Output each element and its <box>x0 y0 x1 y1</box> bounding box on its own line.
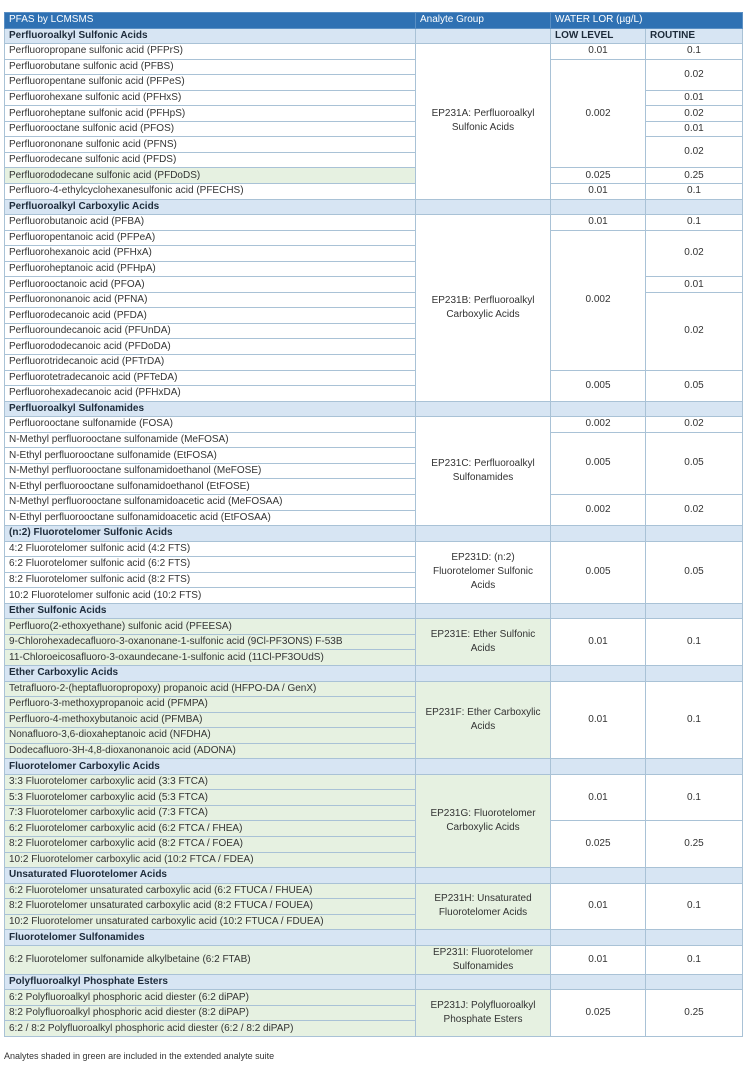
routine-value: 0.05 <box>646 370 743 401</box>
routine-value: 0.1 <box>646 774 743 821</box>
analyte-group-cell: EP231A: Perfluoroalkyl Sulfonic Acids <box>416 44 551 199</box>
analyte-name: Perfluoroheptanoic acid (PFHpA) <box>5 261 416 277</box>
analyte-name: 10:2 Fluorotelomer unsaturated carboxylic acid (10:2 FTUCA / FDUEA) <box>5 914 416 930</box>
analyte-row <box>5 432 743 448</box>
analyte-name: Perfluorononane sulfonic acid (PFNS) <box>5 137 416 153</box>
section-header-row <box>5 665 743 681</box>
analyte-name: 3:3 Fluorotelomer carboxylic acid (3:3 FTCA) <box>5 774 416 790</box>
analyte-row <box>5 59 743 75</box>
routine-value: 0.02 <box>646 106 743 122</box>
analyte-group-cell: EP231D: (n:2) Fluorotelomer Sulfonic Acids <box>416 541 551 603</box>
routine-value: 0.01 <box>646 277 743 293</box>
section-blank-cell <box>551 930 646 946</box>
section-title: Perfluoroalkyl Sulfonamides <box>5 401 416 417</box>
analyte-row <box>5 883 743 899</box>
analyte-name: Perfluoroheptane sulfonic acid (PFHpS) <box>5 106 416 122</box>
analyte-name: Perfluorodecanoic acid (PFDA) <box>5 308 416 324</box>
analyte-name: Perfluoro-4-methoxybutanoic acid (PFMBA) <box>5 712 416 728</box>
section-blank-cell <box>646 665 743 681</box>
section-blank-cell <box>551 974 646 990</box>
analyte-row <box>5 821 743 837</box>
routine-value: 0.02 <box>646 59 743 90</box>
analyte-name: N-Methyl perfluorooctane sulfonamide (MeFOSA) <box>5 432 416 448</box>
routine-value: 0.01 <box>646 121 743 137</box>
section-blank-cell <box>646 759 743 775</box>
routine-value: 0.02 <box>646 417 743 433</box>
low-level-value: 0.005 <box>551 541 646 603</box>
analyte-name: Perfluorododecane sulfonic acid (PFDoDS) <box>5 168 416 184</box>
section-blank-cell <box>646 526 743 542</box>
routine-value: 0.25 <box>646 990 743 1037</box>
section-blank-cell <box>416 665 551 681</box>
header-pfas-title: PFAS by LCMSMS <box>5 13 416 29</box>
section-blank-cell <box>416 603 551 619</box>
analyte-name: 6:2 Fluorotelomer carboxylic acid (6:2 FTCA / FHEA) <box>5 821 416 837</box>
analyte-row <box>5 990 743 1006</box>
low-level-value: 0.002 <box>551 417 646 433</box>
analyte-name: 4:2 Fluorotelomer sulfonic acid (4:2 FTS) <box>5 541 416 557</box>
section-blank-cell <box>416 401 551 417</box>
analyte-name: Perfluorobutanoic acid (PFBA) <box>5 215 416 231</box>
analyte-row <box>5 184 743 200</box>
analyte-name: Perfluorotetradecanoic acid (PFTeDA) <box>5 370 416 386</box>
analyte-name: Nonafluoro-3,6-dioxaheptanoic acid (NFDHA) <box>5 728 416 744</box>
section-blank-cell <box>416 868 551 884</box>
routine-value: 0.1 <box>646 681 743 759</box>
section-header-row <box>5 868 743 884</box>
analyte-name: 6:2 Polyfluoroalkyl phosphoric acid diester (6:2 diPAP) <box>5 990 416 1006</box>
section-header-row <box>5 759 743 775</box>
analyte-name: 8:2 Fluorotelomer sulfonic acid (8:2 FTS) <box>5 572 416 588</box>
section-blank-cell <box>416 526 551 542</box>
section-blank-cell <box>416 199 551 215</box>
section-blank-cell <box>551 868 646 884</box>
analyte-group-cell: EP231J: Polyfluoroalkyl Phosphate Esters <box>416 990 551 1037</box>
analyte-name: 8:2 Polyfluoroalkyl phosphoric acid diester (8:2 diPAP) <box>5 1005 416 1021</box>
routine-header: ROUTINE <box>646 28 743 44</box>
analyte-name: Perfluorononanoic acid (PFNA) <box>5 292 416 308</box>
section-title: Fluorotelomer Carboxylic Acids <box>5 759 416 775</box>
analyte-name: Perfluorooctanoic acid (PFOA) <box>5 277 416 293</box>
analyte-name: 6:2 / 8:2 Polyfluoroalkyl phosphoric acid diester (6:2 / 8:2 diPAP) <box>5 1021 416 1037</box>
routine-value: 0.02 <box>646 292 743 370</box>
analyte-group-cell: EP231F: Ether Carboxylic Acids <box>416 681 551 759</box>
routine-value: 0.01 <box>646 90 743 106</box>
section-title: Ether Sulfonic Acids <box>5 603 416 619</box>
section-blank-cell <box>646 603 743 619</box>
section-blank-cell <box>416 930 551 946</box>
low-level-value: 0.002 <box>551 59 646 168</box>
low-level-header: LOW LEVEL <box>551 28 646 44</box>
analyte-name: 6:2 Fluorotelomer unsaturated carboxylic acid (6:2 FTUCA / FHUEA) <box>5 883 416 899</box>
analyte-name: 6:2 Fluorotelomer sulfonic acid (6:2 FTS) <box>5 557 416 573</box>
footnote: Analytes shaded in green are included in the extended analyte suite <box>4 1051 275 1061</box>
section-blank-cell <box>646 401 743 417</box>
analyte-name: Perfluorohexane sulfonic acid (PFHxS) <box>5 90 416 106</box>
low-level-value: 0.01 <box>551 184 646 200</box>
analyte-name: Perfluorobutane sulfonic acid (PFBS) <box>5 59 416 75</box>
analyte-name: Perfluoropentane sulfonic acid (PFPeS) <box>5 75 416 91</box>
analyte-name: 11-Chloroeicosafluoro-3-oxaundecane-1-sulfonic acid (11Cl-PF3OUdS) <box>5 650 416 666</box>
section-blank-cell <box>646 974 743 990</box>
analyte-row <box>5 619 743 635</box>
analyte-name: 8:2 Fluorotelomer unsaturated carboxylic acid (8:2 FTUCA / FOUEA) <box>5 899 416 915</box>
analyte-name: Perfluoro-3-methoxypropanoic acid (PFMPA) <box>5 697 416 713</box>
low-level-value: 0.01 <box>551 215 646 231</box>
section-title: Ether Carboxylic Acids <box>5 665 416 681</box>
analyte-name: N-Ethyl perfluorooctane sulfonamidoethanol (EtFOSE) <box>5 479 416 495</box>
analyte-name: N-Methyl perfluorooctane sulfonamidoethanol (MeFOSE) <box>5 463 416 479</box>
analyte-row <box>5 230 743 246</box>
analyte-name: Tetrafluoro-2-(heptafluoropropoxy) propanoic acid (HFPO-DA / GenX) <box>5 681 416 697</box>
analyte-name: Perfluorohexanoic acid (PFHxA) <box>5 246 416 262</box>
routine-value: 0.1 <box>646 619 743 666</box>
analyte-row <box>5 417 743 433</box>
section-blank-cell <box>551 199 646 215</box>
section-header-row <box>5 974 743 990</box>
routine-value: 0.1 <box>646 945 743 974</box>
low-level-value: 0.005 <box>551 432 646 494</box>
routine-value: 0.02 <box>646 230 743 277</box>
analyte-row <box>5 681 743 697</box>
analyte-name: 9-Chlorohexadecafluoro-3-oxanonane-1-sulfonic acid (9Cl-PF3ONS) F-53B <box>5 634 416 650</box>
low-level-value: 0.01 <box>551 44 646 60</box>
section-blank-cell <box>416 974 551 990</box>
analyte-name: Perfluoropropane sulfonic acid (PFPrS) <box>5 44 416 60</box>
analyte-name: Perfluorotridecanoic acid (PFTrDA) <box>5 355 416 371</box>
analyte-row <box>5 168 743 184</box>
analyte-name: Perfluoro(2-ethoxyethane) sulfonic acid (PFEESA) <box>5 619 416 635</box>
section-blank-cell <box>551 665 646 681</box>
routine-value: 0.1 <box>646 215 743 231</box>
analyte-row <box>5 494 743 510</box>
analyte-name: Perfluorododecanoic acid (PFDoDA) <box>5 339 416 355</box>
low-level-value: 0.002 <box>551 494 646 525</box>
analyte-name: 8:2 Fluorotelomer carboxylic acid (8:2 FTCA / FOEA) <box>5 836 416 852</box>
low-level-value: 0.01 <box>551 681 646 759</box>
routine-value: 0.25 <box>646 821 743 868</box>
section-title: Unsaturated Fluorotelomer Acids <box>5 868 416 884</box>
routine-value: 0.1 <box>646 883 743 930</box>
analyte-row <box>5 215 743 231</box>
section-blank-cell <box>551 526 646 542</box>
section-blank-cell <box>646 868 743 884</box>
header-water-lor: WATER LOR (µg/L) <box>551 13 743 29</box>
analyte-name: 7:3 Fluorotelomer carboxylic acid (7:3 FTCA) <box>5 805 416 821</box>
analyte-name: 10:2 Fluorotelomer sulfonic acid (10:2 FTS) <box>5 588 416 604</box>
section-header-row <box>5 28 743 44</box>
routine-value: 0.02 <box>646 494 743 525</box>
analyte-name: 6:2 Fluorotelomer sulfonamide alkylbetaine (6:2 FTAB) <box>5 945 416 974</box>
analyte-row <box>5 370 743 386</box>
low-level-value: 0.025 <box>551 990 646 1037</box>
section-blank-cell <box>551 603 646 619</box>
low-level-value: 0.01 <box>551 883 646 930</box>
analyte-group-cell: EP231B: Perfluoroalkyl Carboxylic Acids <box>416 215 551 402</box>
routine-value: 0.1 <box>646 184 743 200</box>
analyte-group-cell: EP231C: Perfluoroalkyl Sulfonamides <box>416 417 551 526</box>
section-title: Perfluoroalkyl Carboxylic Acids <box>5 199 416 215</box>
analyte-name: N-Ethyl perfluorooctane sulfonamidoacetic acid (EtFOSAA) <box>5 510 416 526</box>
header-analyte-group: Analyte Group <box>416 13 551 29</box>
section-header-row <box>5 930 743 946</box>
analyte-group-cell: EP231I: Fluorotelomer Sulfonamides <box>416 945 551 974</box>
analyte-name: Perfluoro-4-ethylcyclohexanesulfonic acid (PFECHS) <box>5 184 416 200</box>
section-title: (n:2) Fluorotelomer Sulfonic Acids <box>5 526 416 542</box>
analyte-group-cell: EP231E: Ether Sulfonic Acids <box>416 619 551 666</box>
low-level-value: 0.01 <box>551 774 646 821</box>
analyte-row <box>5 44 743 60</box>
analyte-row <box>5 945 743 974</box>
low-level-value: 0.025 <box>551 821 646 868</box>
routine-value: 0.02 <box>646 137 743 168</box>
low-level-value: 0.002 <box>551 230 646 370</box>
section-title: Perfluoroalkyl Sulfonic Acids <box>5 28 416 44</box>
analyte-name: Perfluorooctane sulfonamide (FOSA) <box>5 417 416 433</box>
analyte-group-cell: EP231G: Fluorotelomer Carboxylic Acids <box>416 774 551 867</box>
analyte-group-cell: EP231H: Unsaturated Fluorotelomer Acids <box>416 883 551 930</box>
routine-value: 0.1 <box>646 44 743 60</box>
routine-value: 0.25 <box>646 168 743 184</box>
routine-value: 0.05 <box>646 541 743 603</box>
analyte-name: Perfluoroundecanoic acid (PFUnDA) <box>5 323 416 339</box>
analyte-name: Perfluorooctane sulfonic acid (PFOS) <box>5 121 416 137</box>
section-blank-cell <box>416 759 551 775</box>
pfas-lor-table <box>4 12 743 1037</box>
analyte-name: Perfluorohexadecanoic acid (PFHxDA) <box>5 386 416 402</box>
section-blank-cell <box>646 199 743 215</box>
section-title: Fluorotelomer Sulfonamides <box>5 930 416 946</box>
section-group-blank <box>416 28 551 44</box>
section-blank-cell <box>551 401 646 417</box>
section-blank-cell <box>551 759 646 775</box>
analyte-name: Dodecafluoro-3H-4,8-dioxanonanoic acid (ADONA) <box>5 743 416 759</box>
section-header-row <box>5 603 743 619</box>
analyte-name: N-Ethyl perfluorooctane sulfonamide (EtFOSA) <box>5 448 416 464</box>
low-level-value: 0.005 <box>551 370 646 401</box>
analyte-name: N-Methyl perfluorooctane sulfonamidoacetic acid (MeFOSAA) <box>5 494 416 510</box>
analyte-name: Perfluorodecane sulfonic acid (PFDS) <box>5 152 416 168</box>
section-title: Polyfluoroalkyl Phosphate Esters <box>5 974 416 990</box>
analyte-row <box>5 774 743 790</box>
analyte-name: 5:3 Fluorotelomer carboxylic acid (5:3 FTCA) <box>5 790 416 806</box>
analyte-name: Perfluoropentanoic acid (PFPeA) <box>5 230 416 246</box>
section-header-row <box>5 199 743 215</box>
low-level-value: 0.01 <box>551 619 646 666</box>
analyte-row <box>5 541 743 557</box>
section-header-row <box>5 401 743 417</box>
section-header-row <box>5 526 743 542</box>
section-blank-cell <box>646 930 743 946</box>
low-level-value: 0.025 <box>551 168 646 184</box>
low-level-value: 0.01 <box>551 945 646 974</box>
routine-value: 0.05 <box>646 432 743 494</box>
table-body <box>5 13 743 1037</box>
header-row <box>5 13 743 29</box>
analyte-name: 10:2 Fluorotelomer carboxylic acid (10:2 FTCA / FDEA) <box>5 852 416 868</box>
